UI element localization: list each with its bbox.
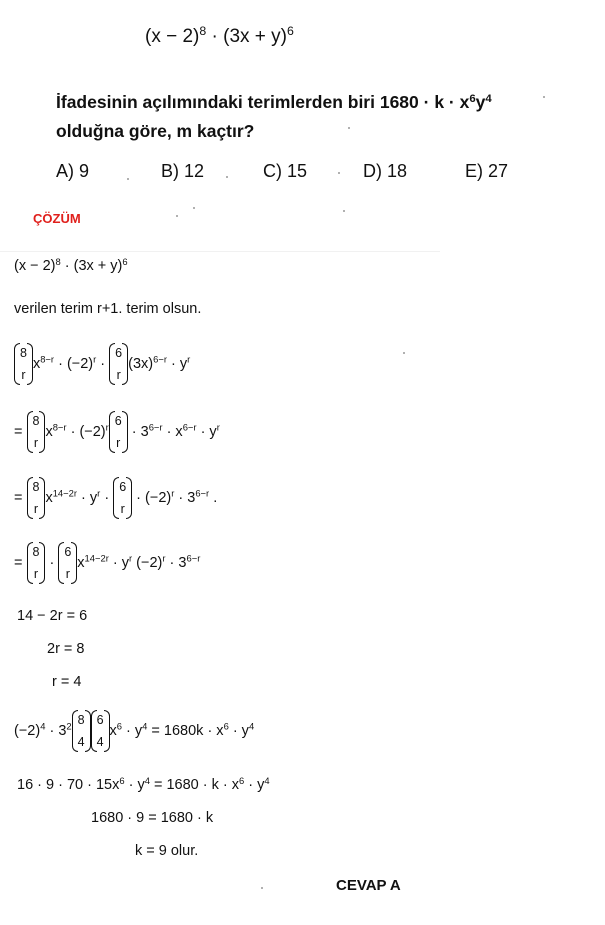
- formula-line-1: 8 r $x^{8-r} \cdot (-2)^r$ · 6 r $(3x)^{6-r} \cdot y^r$: [14, 342, 190, 386]
- speck: [543, 96, 545, 98]
- speck: [176, 215, 178, 217]
- speck: [338, 172, 340, 174]
- equation-14: 14 − 2r = 6: [17, 608, 88, 624]
- option-e: E) 27: [465, 161, 509, 181]
- equation-r: r = 4: [52, 674, 82, 690]
- speck: [348, 127, 350, 129]
- equation-2r: 2r = 8: [47, 641, 85, 657]
- answer-label: CEVAP A: [336, 877, 401, 894]
- speck: [127, 178, 129, 180]
- solution-intro: verilen terim r+1. terim olsun.: [14, 301, 202, 317]
- speck: [226, 176, 228, 178]
- option-a: A) 9: [56, 161, 90, 181]
- equation-16: $16 \cdot 9 \cdot 70 \cdot 15x^6 \cdot y^4 = 1680 \cdot k \cdot x^6 \cdot y^4$: [17, 774, 270, 793]
- formula-line-5: $(-2)^4 \cdot 3^2$ 8 4 6 4 $x^6 \cdot y^4 = 1680k \cdot x^6 \cdot y^4$: [14, 709, 254, 753]
- formula-line-3: = 8 r $x^{14-2r} \cdot y^r$ · 6 r · $(-2)^r \cdot 3^{6-r}$ .: [14, 476, 217, 520]
- question-expression: $(x - 2)^8 \cdot (3x + y)^6$: [145, 24, 294, 47]
- speck: [343, 210, 345, 212]
- equation-1680: 1680 · 9 = 1680 · k: [91, 810, 214, 826]
- question-text-line-2: olduğna göre, m kaçtır?: [56, 121, 255, 141]
- section-divider: [0, 251, 440, 252]
- formula-line-4: = 8 r · 6 r $x^{14-2r} \cdot y^r$ $(-2)^r \cdot 3^{6-r}$: [14, 541, 200, 585]
- speck: [193, 207, 195, 209]
- solution-heading: ÇÖZÜM: [33, 211, 81, 226]
- speck: [261, 887, 263, 889]
- equation-k: k = 9 olur.: [135, 843, 199, 859]
- question-text-line-1: İfadesinin açılımındaki terimlerden biri $1680 \cdot k \cdot x^6y^4$: [56, 92, 492, 112]
- option-b: B) 12: [161, 161, 205, 181]
- solution-expression: $(x - 2)^8 \cdot (3x + y)^6$: [14, 255, 128, 274]
- speck: [403, 352, 405, 354]
- formula-line-2: = 8 r $x^{8-r} \cdot (-2)^r$ 6 r · $3^{6-r} \cdot x^{6-r} \cdot y^r$: [14, 410, 220, 454]
- option-c: C) 15: [263, 161, 308, 181]
- option-d: D) 18: [363, 161, 408, 181]
